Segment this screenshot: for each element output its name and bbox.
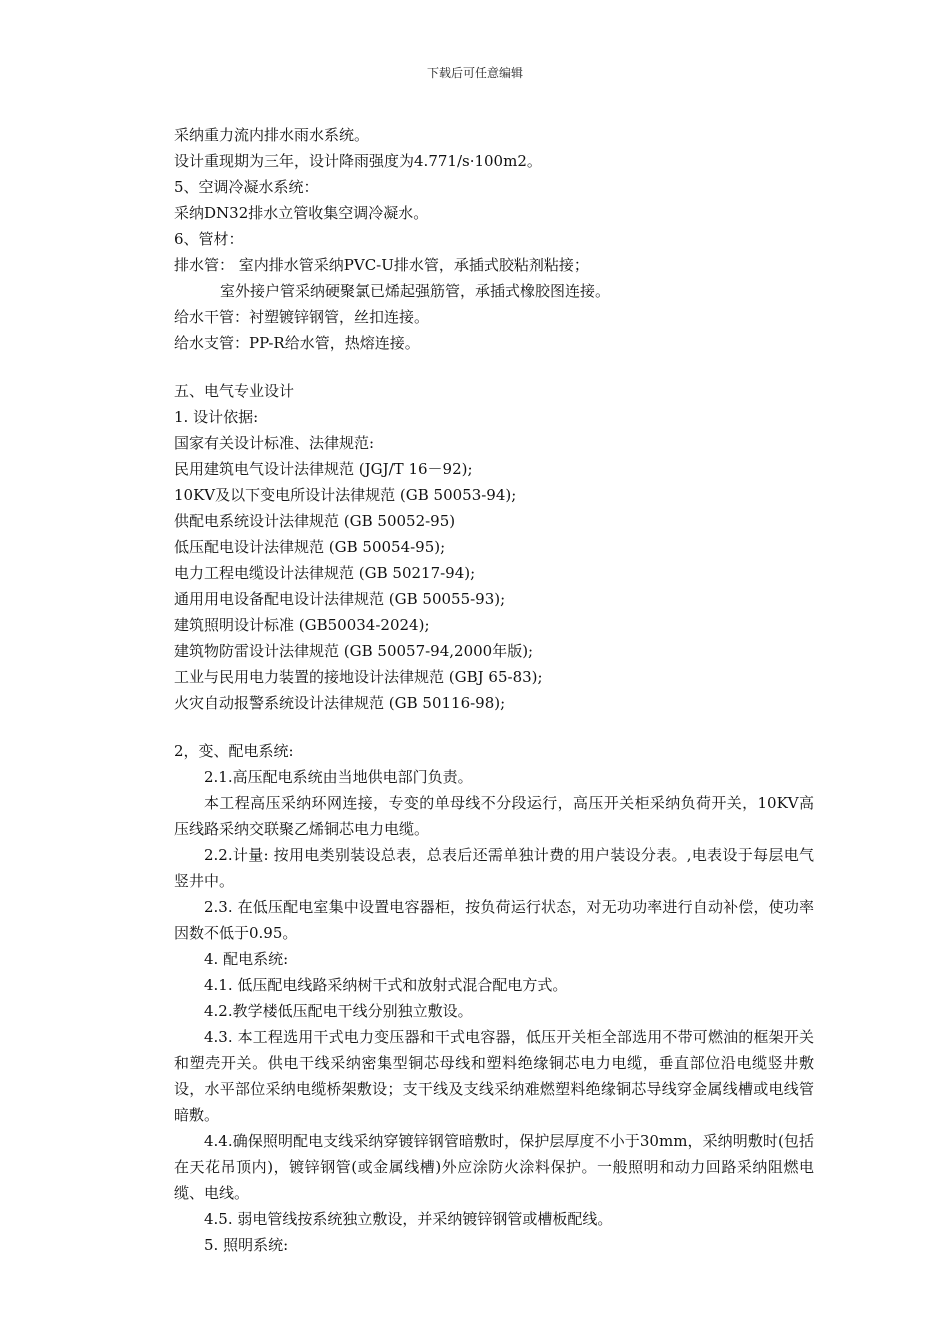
text-line: 2.1.高压配电系统由当地供电部门负责。 (204, 768, 473, 786)
standard-item: 火灾自动报警系统设计法律规范 (GB 50116-98); (174, 694, 506, 712)
text-line: 6、管材： (174, 230, 244, 248)
standard-item: 建筑物防雷设计法律规范 (GB 50057-94,2000年版); (174, 642, 534, 660)
paragraph: 4.3. 本工程选用干式电力变压器和干式电容器，低压开关柜全部选用不带可燃油的框架开关和塑壳开关。供电干线采纳密集型铜芯母线和塑料绝缘铜芯电力电缆，垂直部位沿电缆竖井敷设，水平部位采纳电缆桥架敷设；支干线及支线采纳难燃塑料绝缘铜芯导线穿金属线槽或电线管暗敷。 (174, 1028, 814, 1124)
text-line: 4.5. 弱电管线按系统独立敷设，并采纳镀锌钢管或槽板配线。 (204, 1210, 613, 1228)
paragraph: 本工程高压采纳环网连接，专变的单母线不分段运行，高压开关柜采纳负荷开关，10KV高压线路采纳交联聚乙烯铜芯电力电缆。 (174, 794, 814, 838)
text-line: 排水管： 室内排水管采纳PVC-U排水管，承插式胶粘剂粘接； (174, 256, 589, 274)
standard-item: 低压配电设计法律规范 (GB 50054-95); (174, 538, 446, 556)
standard-item: 电力工程电缆设计法律规范 (GB 50217-94); (174, 564, 476, 582)
text-line: 给水干管：衬塑镀锌钢管，丝扣连接。 (174, 308, 430, 326)
text-line: 室外接户管采纳硬聚氯已烯起强筋管，承插式橡胶图连接。 (220, 282, 611, 300)
document-body (174, 122, 814, 1258)
standard-item: 建筑照明设计标准 (GB50034-2024); (174, 616, 430, 634)
text-line: 采纳重力流内排水雨水系统。 (174, 126, 370, 144)
standard-item: 工业与民用电力装置的接地设计法律规范 (GBJ 65-83); (174, 668, 543, 686)
standard-item: 民用建筑电气设计法律规范 (JGJ/T 16－92); (174, 460, 473, 478)
standard-item: 10KV及以下变电所设计法律规范 (GB 50053-94); (174, 486, 517, 504)
text-line: 国家有关设计标准、法律规范: (174, 434, 375, 452)
subsection-heading: 2，变、配电系统: (174, 742, 294, 760)
standard-item: 通用用电设备配电设计法律规范 (GB 50055-93); (174, 590, 506, 608)
text-line: 5、空调冷凝水系统： (174, 178, 319, 196)
section-heading: 五、电气专业设计 (174, 382, 295, 400)
text-line: 给水支管：PP-R给水管，热熔连接。 (174, 334, 420, 352)
page-header: 下载后可任意编辑 (426, 66, 523, 80)
text-line: 采纳DN32排水立管收集空调冷凝水。 (174, 204, 429, 222)
text-line: 4.1. 低压配电线路采纳树干式和放射式混合配电方式。 (204, 976, 568, 994)
text-line: 4.2.教学楼低压配电干线分别独立敷设。 (204, 1002, 473, 1020)
paragraph: 2.3. 在低压配电室集中设置电容器柜，按负荷运行状态，对无功功率进行自动补偿，使功率因数不低于0.95。 (174, 898, 814, 942)
subsection-heading: 5. 照明系统: (204, 1236, 289, 1254)
spacer (174, 716, 814, 738)
subsection-heading: 4. 配电系统: (204, 950, 289, 968)
paragraph: 4.4.确保照明配电支线采纳穿镀锌钢管暗敷时，保护层厚度不小于30mm，采纳明敷时(包括在天花吊顶内)，镀锌钢管(或金属线槽)外应涂防火涂料保护。一般照明和动力回路采纳阻燃电缆、电线。 (174, 1132, 814, 1202)
paragraph: 2.2.计量: 按用电类别装设总表，总表后还需单独计费的用户装设分表。,电表设于每层电气竖井中。 (174, 846, 814, 890)
text-line: 设计重现期为三年，设计降雨强度为4.771/s·100m2。 (174, 152, 542, 170)
spacer (174, 356, 814, 378)
text-line: 1. 设计依据: (174, 408, 259, 426)
standard-item: 供配电系统设计法律规范 (GB 50052-95) (174, 512, 456, 530)
